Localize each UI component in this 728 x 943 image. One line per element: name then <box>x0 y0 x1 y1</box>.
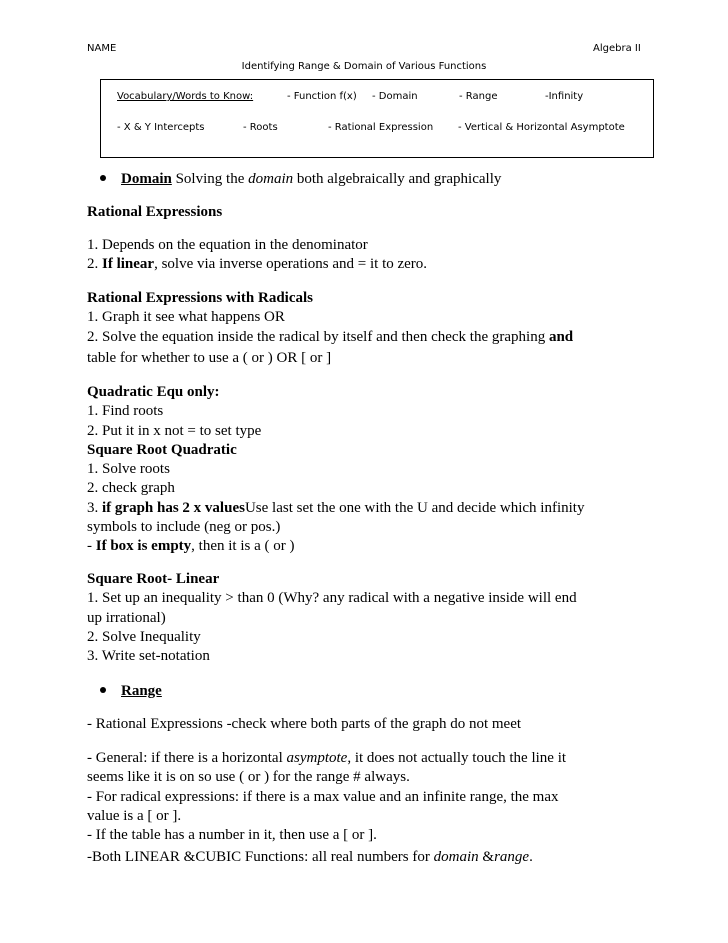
section-heading: Square Root- Linear <box>87 571 220 587</box>
vocab-term: - Vertical & Horizontal Asymptote <box>458 122 625 133</box>
vocab-term: -Infinity <box>545 91 584 102</box>
list-item: 2. Solve the equation inside the radical by itself and then check the graphing and <box>87 328 574 345</box>
range-bullet <box>100 682 162 701</box>
list-item: 1. Graph it see what happens OR <box>87 309 285 326</box>
vocab-term: - Roots <box>243 122 278 133</box>
range-label: Range <box>121 683 162 699</box>
list-item: - General: if there is a horizontal asymptote, it does not actually touch the line it <box>87 750 567 766</box>
vocab-term: - Range <box>459 91 498 102</box>
rational-section <box>87 203 647 222</box>
vocabulary-heading: Vocabulary/Words to Know: <box>117 91 254 102</box>
section-heading: Rational Expressions with Radicals <box>87 290 314 306</box>
list-item: 2. check graph <box>87 480 175 497</box>
bullet-icon <box>100 687 106 693</box>
list-item: -Both LINEAR &CUBIC Functions: all real numbers for domain &range. <box>87 849 533 866</box>
list-item: - Rational Expressions -check where both parts of the graph do not meet <box>87 716 522 732</box>
domain-text: Solving the <box>171 171 249 187</box>
vocab-term: - Rational Expression <box>328 122 434 133</box>
range-items <box>87 749 647 868</box>
section-heading: Square Root Quadratic <box>87 441 237 458</box>
vocab-term: - X & Y Intercepts <box>117 122 205 133</box>
list-item: - If box is empty, then it is a ( or ) <box>87 538 295 555</box>
document-title: Identifying Range & Domain of Various Functions <box>241 61 487 72</box>
list-item: 2. Put it in x not = to set type <box>87 422 262 439</box>
section-heading: Quadratic Equ only: <box>87 384 220 400</box>
list-item-continuation: table for whether to use a ( or ) OR [ or ] <box>87 349 332 366</box>
domain-text: both algebraically and graphically <box>293 171 502 187</box>
list-item: 1. Find roots <box>87 403 164 420</box>
section-heading: Rational Expressions <box>87 204 223 220</box>
list-item-continuation: symbols to include (neg or pos.) <box>87 519 281 536</box>
vocab-term: - Function f(x) <box>287 91 357 102</box>
list-item: - For radical expressions: if there is a max value and an infinite range, the max <box>87 788 559 805</box>
list-item: 1. Solve roots <box>87 461 170 478</box>
list-item: 3. if graph has 2 x valuesUse last set the one with the U and decide which infinity <box>87 499 585 516</box>
list-item: 2. If linear, solve via inverse operations and = it to zero. <box>87 256 428 273</box>
list-item: - If the table has a number in it, then use a [ or ]. <box>87 827 377 844</box>
range-line-1 <box>87 715 647 734</box>
list-item-continuation: seems like it is on so use ( or ) for the range # always. <box>87 769 410 786</box>
list-item: 3. Write set-notation <box>87 648 210 665</box>
course-label: Algebra II <box>593 43 641 54</box>
domain-label: Domain <box>121 171 172 187</box>
radicals-section <box>87 289 647 368</box>
domain-bullet <box>100 170 501 189</box>
list-item-continuation: value is a [ or ]. <box>87 807 182 824</box>
list-item-continuation: up irrational) <box>87 609 166 626</box>
name-label: NAME <box>87 43 117 54</box>
sqrt-linear-section <box>87 570 647 666</box>
list-item: 1. Set up an inequality > than 0 (Why? any radical with a negative inside will end <box>87 590 577 607</box>
list-item: 1. Depends on the equation in the denominator <box>87 237 368 253</box>
vocabulary-box <box>100 79 654 158</box>
list-item: 2. Solve Inequality <box>87 628 201 645</box>
bullet-icon <box>100 175 106 181</box>
domain-emphasis: domain <box>248 171 294 187</box>
rational-items <box>87 236 647 275</box>
vocab-term: - Domain <box>372 91 418 102</box>
quadratic-section <box>87 383 647 557</box>
